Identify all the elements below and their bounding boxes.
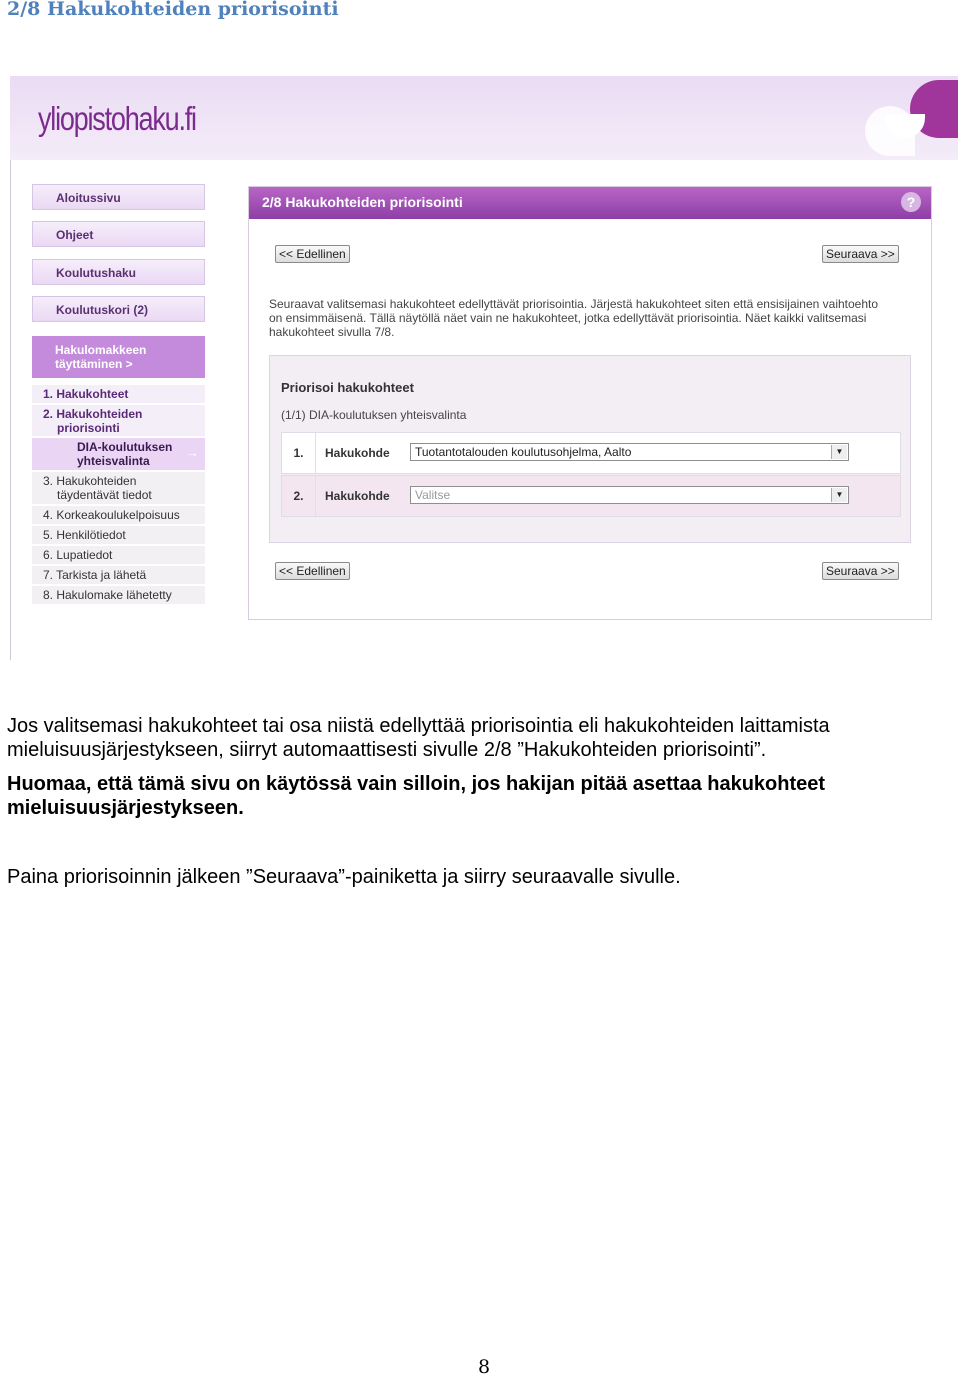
step-label: 3. Hakukohteiden <box>43 474 137 488</box>
content-panel <box>248 186 932 620</box>
nav-active-label-line2: täyttäminen > <box>55 357 133 371</box>
step-priorisointi[interactable] <box>32 405 205 436</box>
nav-button-ohjeet[interactable]: Ohjeet <box>32 221 205 247</box>
divider <box>10 160 11 660</box>
help-icon[interactable]: ? <box>901 192 921 212</box>
document-heading: 2/8 Hakukohteiden priorisointi <box>7 0 339 20</box>
priority-row-2 <box>281 475 901 517</box>
step-henkilotiedot[interactable]: 5. Henkilötiedot <box>32 526 205 544</box>
panel-header <box>249 187 931 219</box>
step-lahetetty[interactable]: 8. Hakulomake lähetetty <box>32 586 205 604</box>
arrow-right-icon: → <box>186 445 199 460</box>
nav-button-koulutushaku[interactable]: Koulutushaku <box>32 259 205 285</box>
row-number: 2. <box>282 476 316 516</box>
paragraph-line: mieluisuusjärjestykseen. <box>7 797 244 819</box>
paragraph-1 <box>7 714 947 762</box>
intro-line: hakukohteet sivulla 7/8. <box>269 325 395 339</box>
nav-active-label-line1: Hakulomakkeen <box>55 343 147 357</box>
priority-row-1 <box>281 432 901 474</box>
next-button-bottom[interactable]: Seuraava >> <box>822 562 899 580</box>
paragraph-line: Huomaa, että tämä sivu on käytössä vain silloin, jos hakijan pitää asettaa hakukohteet <box>7 773 826 795</box>
select-placeholder: Valitse <box>415 488 451 502</box>
step-lupatiedot[interactable]: 6. Lupatiedot <box>32 546 205 564</box>
step-taydentavat-tiedot[interactable] <box>32 472 205 504</box>
step-label: 2. Hakukohteiden <box>43 407 143 421</box>
screenshot-figure <box>10 76 958 660</box>
paragraph-3: Paina priorisoinnin jälkeen ”Seuraava”-painiketta ja siirry seuraavalle sivulle. <box>7 866 681 888</box>
select-value: Tuotantotalouden koulutusohjelma, Aalto <box>415 445 632 459</box>
priority-subtitle: (1/1) DIA-koulutuksen yhteisvalinta <box>281 408 467 422</box>
substep-label: yhteisvalinta <box>77 454 150 468</box>
step-label: täydentävät tiedot <box>57 488 152 502</box>
paragraph-2-note <box>7 772 947 820</box>
chevron-down-icon[interactable]: ▼ <box>831 488 847 502</box>
step-label: priorisointi <box>57 421 120 435</box>
site-banner <box>10 76 958 160</box>
substep-dia-yhteisvalinta[interactable] <box>32 438 205 470</box>
paragraph-line: Jos valitsemasi hakukohteet tai osa niistä edellyttää priorisointia eli hakukohteiden laittamista <box>7 715 830 737</box>
previous-button-bottom[interactable]: << Edellinen <box>275 562 350 580</box>
nav-button-koulutuskori[interactable]: Koulutuskori (2) <box>32 296 205 322</box>
row-label: Hakukohde <box>325 446 390 460</box>
page-number: 8 <box>478 1356 491 1378</box>
site-logo[interactable]: yliopistohaku.fi <box>38 100 196 137</box>
hakukohde-select-1[interactable] <box>410 443 849 461</box>
panel-title: 2/8 Hakukohteiden priorisointi <box>262 194 463 210</box>
hakukohde-select-2[interactable] <box>410 486 849 504</box>
nav-button-aloitussivu[interactable]: Aloitussivu <box>32 184 205 210</box>
row-label: Hakukohde <box>325 489 390 503</box>
step-hakukohteet[interactable]: 1. Hakukohteet <box>32 385 205 403</box>
paragraph-line: mieluisuusjärjestykseen, siirryt automaattisesti sivulle 2/8 ”Hakukohteiden priorisointi”. <box>7 739 767 761</box>
intro-text <box>269 297 909 339</box>
step-korkeakoulukelpoisuus[interactable]: 4. Korkeakoulukelpoisuus <box>32 506 205 524</box>
intro-line: Seuraavat valitsemasi hakukohteet edellyttävät priorisointia. Järjestä hakukohteet siten että ensisijainen vaihtoehto <box>269 297 879 311</box>
intro-line: on ensimmäisenä. Tällä näytöllä näet vain ne hakukohteet, jotka edellyttävät priorisointia. Näet kaikki valitsemasi <box>269 311 867 325</box>
priority-title: Priorisoi hakukohteet <box>281 380 414 395</box>
step-tarkista-ja-laheta[interactable]: 7. Tarkista ja lähetä <box>32 566 205 584</box>
chevron-down-icon[interactable]: ▼ <box>831 445 847 459</box>
nav-button-hakulomake[interactable] <box>32 336 205 378</box>
substep-label: DIA-koulutuksen <box>77 440 173 454</box>
priority-box <box>269 355 911 543</box>
next-button-top[interactable]: Seuraava >> <box>822 245 899 263</box>
previous-button-top[interactable]: << Edellinen <box>275 245 350 263</box>
row-number: 1. <box>282 433 316 473</box>
